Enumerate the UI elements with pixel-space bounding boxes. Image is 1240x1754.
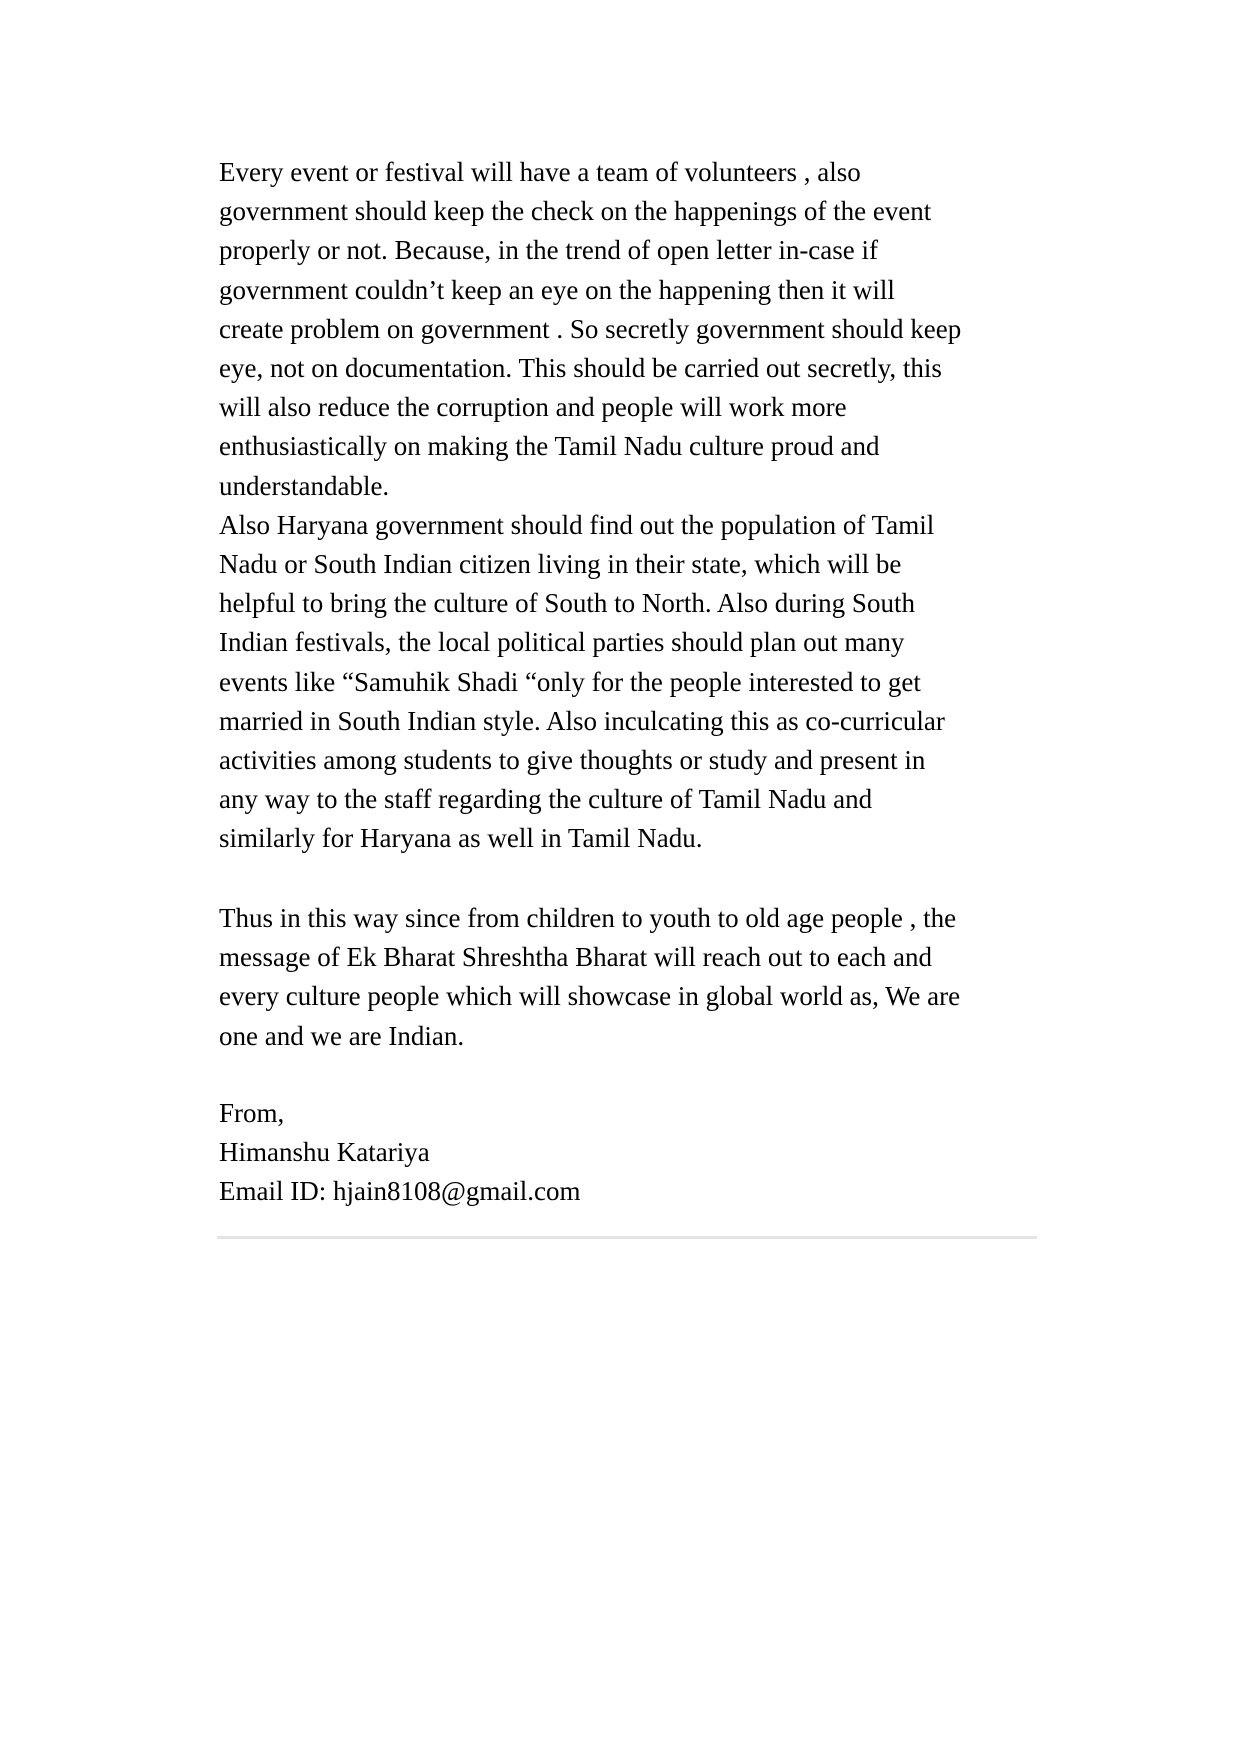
text-line: events like “Samuhik Shadi “only for the people interested to get [219,666,921,697]
text-line: enthusiastically on making the Tamil Nadu culture proud and [219,431,880,462]
text-line: create problem on government . So secretly government should keep [219,313,962,344]
body-paragraph-2 [219,899,1039,1056]
text-line: Indian festivals, the local political parties should plan out many [219,627,905,658]
text-line: Every event or festival will have a team of volunteers , also [219,157,861,187]
text-line: helpful to bring the culture of South to North. Also during South [219,588,915,619]
text-line: Also Haryana government should find out the population of Tamil [219,509,935,540]
text-line: properly or not. Because, in the trend of open letter in-case if [219,235,879,266]
bottom-divider [217,1236,1037,1239]
author-name: Himanshu Katariya [219,1137,430,1168]
text-line: one and we are Indian. [219,1020,465,1051]
text-line: similarly for Haryana as well in Tamil Nadu. [219,823,703,854]
text-line: government couldn’t keep an eye on the happening then it will [219,274,895,305]
text-line: Thus in this way since from children to youth to old age people , the [219,903,957,933]
text-line: married in South Indian style. Also inculcating this as co-curricular [219,705,945,736]
text-line: every culture people which will showcase in global world as, We are [219,981,961,1012]
text-line: government should keep the check on the happenings of the event [219,196,932,227]
text-line: will also reduce the corruption and people will work more [219,392,847,423]
author-email: Email ID: hjain8108@gmail.com [219,1176,581,1207]
text-line: Nadu or South Indian citizen living in their state, which will be [219,549,902,580]
text-line: message of Ek Bharat Shreshtha Bharat will reach out to each and [219,942,933,973]
signature-block [219,1094,1039,1212]
body-paragraph-1 [219,153,1039,859]
closing-text: From, [219,1098,285,1128]
text-line: understandable. [219,470,390,501]
text-line: activities among students to give thoughts or study and present in [219,745,926,776]
text-line: eye, not on documentation. This should be carried out secretly, this [219,353,942,384]
text-line: any way to the staff regarding the culture of Tamil Nadu and [219,784,873,815]
